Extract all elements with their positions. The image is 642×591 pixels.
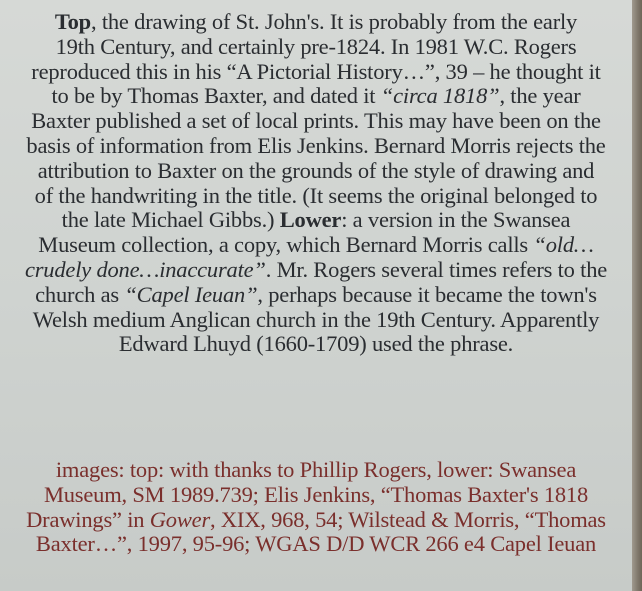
credits-line-2: Museum, SM 1989.739; Elis Jenkins, “Thomas Baxter's 1818 [43,481,589,507]
top-label: Top [54,9,91,34]
caption-line-2: 19th Century, and certainly pre-1824. In 1981 W.C. Rogers [55,33,577,59]
caption-line-7: attribution to Baxter on the grounds of the style of drawing and [37,157,595,183]
caption-line-13: Welsh medium Anglican church in the 19th Century. Apparently [32,306,600,332]
panel-edge [632,0,642,591]
caption-text [0,10,632,357]
quote-old: “old… [533,232,594,258]
caption-line-8: of the handwriting in the title. (It seems the original belonged to [34,182,598,208]
caption-line-10: Museum collection, a copy, which Bernard Morris calls “old… [38,232,594,258]
credits-line-3: Drawings” in Gower, XIX, 968, 54; Wilstead & Morris, “Thomas [26,506,606,532]
image-credits [0,458,632,557]
credits-line-4: Baxter…”, 1997, 95-96; WGAS D/D WCR 266 e4 Capel Ieuan [35,531,597,557]
quote-capel-ieuan: “Capel Ieuan” [124,281,258,307]
caption-line-5: Baxter published a set of local prints. This may have been on the [31,108,601,134]
caption-line-6: basis of information from Elis Jenkins. Bernard Morris rejects the [26,132,606,158]
quote-crudely: crudely done…inaccurate” [24,256,266,282]
caption-line-1: Top, the drawing of St. John's. It is probably from the early [54,9,578,34]
caption-line-12: church as “Capel Ieuan”, perhaps because it became the town's [35,281,597,307]
credits-line-1: images: top: with thanks to Phillip Rogers, lower: Swansea [55,457,577,482]
gower-title: Gower [149,506,210,532]
caption-line-9: the late Michael Gibbs.) Lower: a version in the Swansea [61,207,571,233]
lower-label: Lower [279,207,342,233]
caption-line-4: to be by Thomas Baxter, and dated it “circa 1818”, the year [51,83,581,109]
caption-line-11: crudely done…inaccurate”. Mr. Rogers several times refers to the [24,256,608,282]
caption-line-14: Edward Lhuyd (1660-1709) used the phrase. [118,331,514,357]
caption-line-3: reproduced this in his “A Pictorial History…”, 39 – he thought it [31,58,601,84]
circa-date: “circa 1818” [380,83,500,109]
